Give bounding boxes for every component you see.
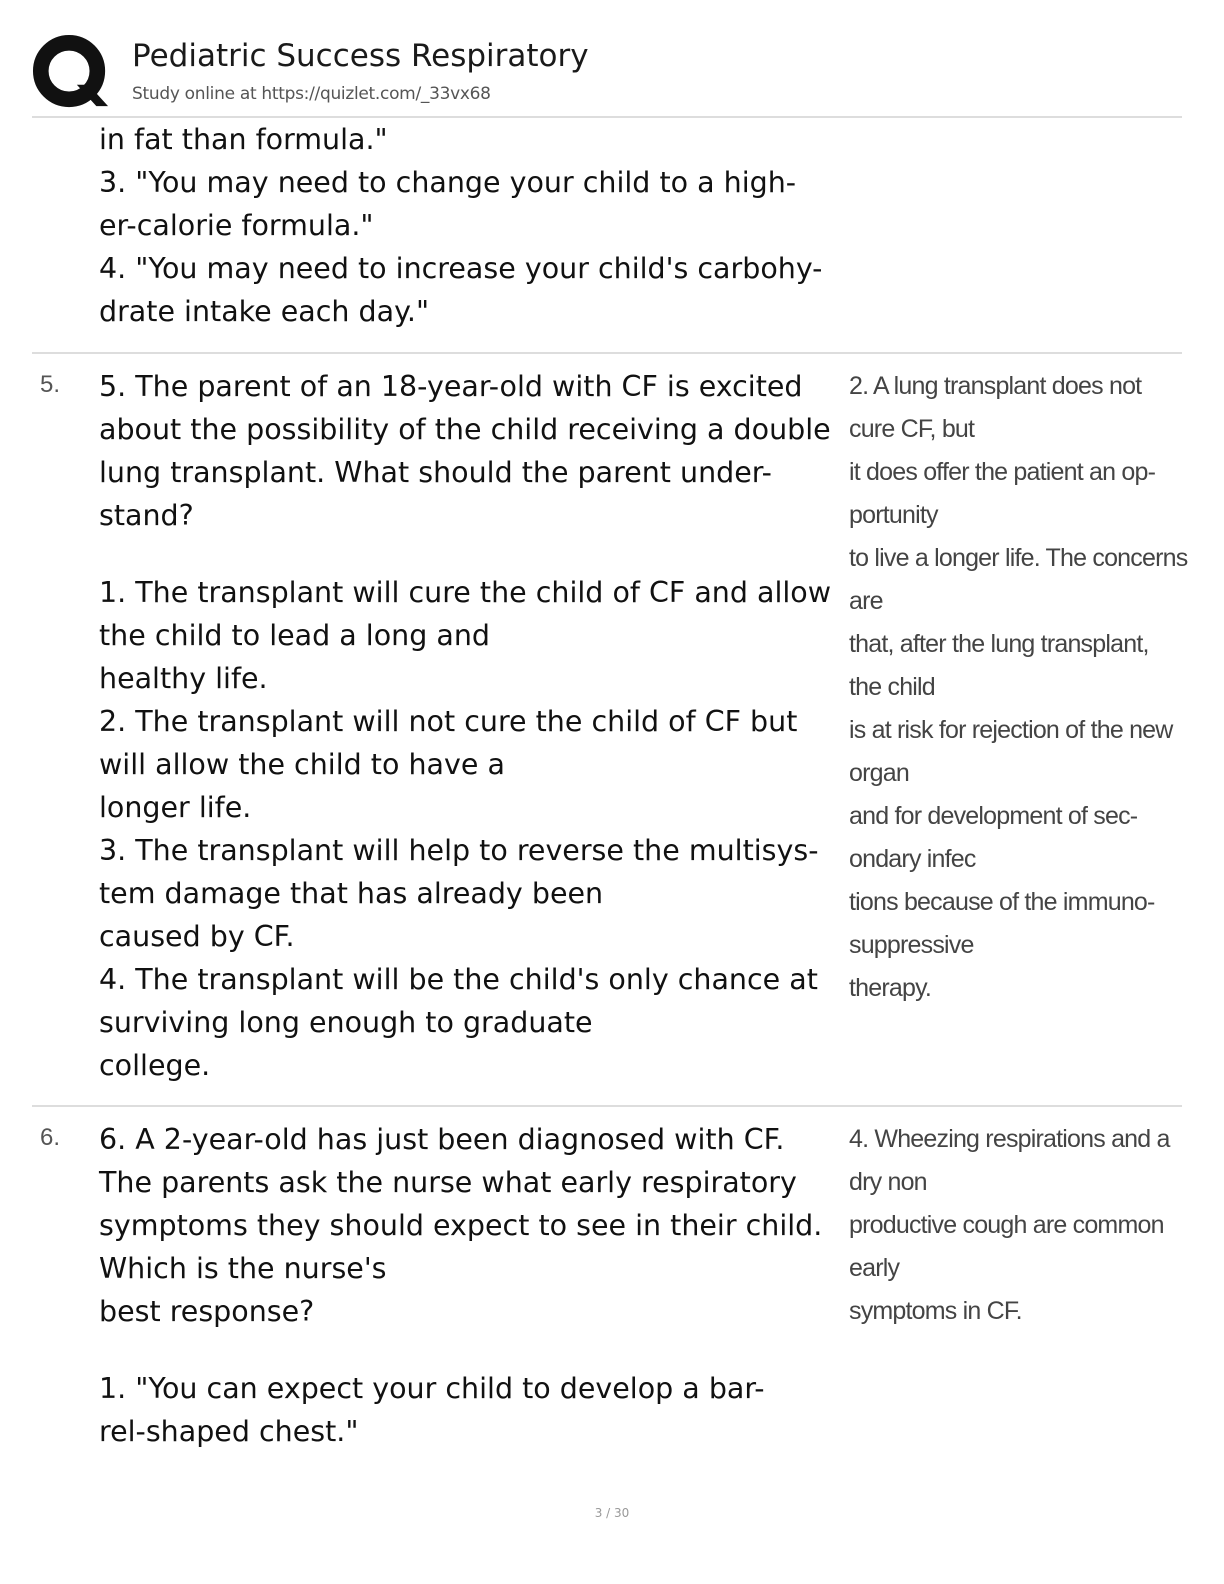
answer-line: organ (849, 759, 909, 787)
answer-line: therapy. (849, 974, 932, 1002)
option-line: the child to lead a long and (99, 619, 490, 652)
answer-line: is at risk for rejection of the new (849, 716, 1173, 744)
continued-option-list (99, 118, 844, 333)
option-line: caused by CF. (99, 920, 295, 953)
question-line: best response? (99, 1295, 315, 1328)
question-line: The parents ask the nurse what early respiratory (99, 1166, 797, 1199)
card-answer (849, 365, 1189, 1010)
card-answer (849, 1118, 1189, 1333)
card-divider (32, 1105, 1182, 1107)
option-line: 2. The transplant will not cure the child of CF but (99, 705, 798, 738)
question-line: Which is the nurse's (99, 1252, 387, 1285)
quizlet-logo-icon (32, 34, 110, 112)
answer-line: cure CF, but (849, 415, 975, 443)
set-title: Pediatric Success Respiratory (132, 38, 589, 74)
option-line: will allow the child to have a (99, 748, 505, 781)
page-header (32, 32, 1182, 116)
option-line: er-calorie formula." (99, 209, 374, 242)
option-line: longer life. (99, 791, 252, 824)
question-line: 5. The parent of an 18-year-old with CF is excited (99, 370, 803, 403)
option-line: college. (99, 1049, 211, 1082)
option-line: drate intake each day." (99, 295, 430, 328)
option-line: rel-shaped chest." (99, 1415, 359, 1448)
option-line: 1. "You can expect your child to develop a bar- (99, 1372, 765, 1405)
study-online-link[interactable]: Study online at https://quizlet.com/_33vx68 (132, 84, 491, 104)
answer-line: are (849, 587, 883, 615)
option-line: 3. "You may need to change your child to a high- (99, 166, 797, 199)
option-line: 4. The transplant will be the child's only chance at (99, 963, 818, 996)
option-line: 4. "You may need to increase your child's carbohy- (99, 252, 823, 285)
option-line: surviving long enough to graduate (99, 1006, 593, 1039)
card-question (99, 365, 844, 1087)
question-line: 6. A 2-year-old has just been diagnosed with CF. (99, 1123, 785, 1156)
card-question (99, 1118, 844, 1453)
option-line: 1. The transplant will cure the child of CF and allow (99, 576, 832, 609)
card-number: 6. (40, 1124, 61, 1151)
answer-line: productive cough are common (849, 1211, 1164, 1239)
option-line: healthy life. (99, 662, 268, 695)
answer-line: symptoms in CF. (849, 1297, 1022, 1325)
card-number: 5. (40, 371, 61, 398)
answer-line: early (849, 1254, 900, 1282)
card-divider (32, 352, 1182, 354)
answer-line: and for development of sec- (849, 802, 1138, 830)
option-line: 3. The transplant will help to reverse the multisys- (99, 834, 819, 867)
answer-line: dry non (849, 1168, 927, 1196)
answer-line: 4. Wheezing respirations and a (849, 1125, 1170, 1153)
page-number: 3 / 30 (594, 1506, 630, 1520)
spacer (99, 537, 844, 571)
question-line: stand? (99, 499, 194, 532)
option-line: in fat than formula." (99, 123, 388, 156)
answer-line: that, after the lung transplant, (849, 630, 1149, 658)
answer-line: 2. A lung transplant does not (849, 372, 1142, 400)
question-line: lung transplant. What should the parent under- (99, 456, 772, 489)
answer-line: ondary infec (849, 845, 976, 873)
answer-line: suppressive (849, 931, 974, 959)
spacer (99, 1333, 844, 1367)
option-line: tem damage that has already been (99, 877, 604, 910)
answer-line: to live a longer life. The concerns (849, 544, 1188, 572)
answer-line: tions because of the immuno- (849, 888, 1155, 916)
answer-line: it does offer the patient an op- (849, 458, 1156, 486)
answer-line: portunity (849, 501, 938, 529)
answer-line: the child (849, 673, 935, 701)
question-line: about the possibility of the child receiving a double (99, 413, 831, 446)
question-line: symptoms they should expect to see in their child. (99, 1209, 823, 1242)
